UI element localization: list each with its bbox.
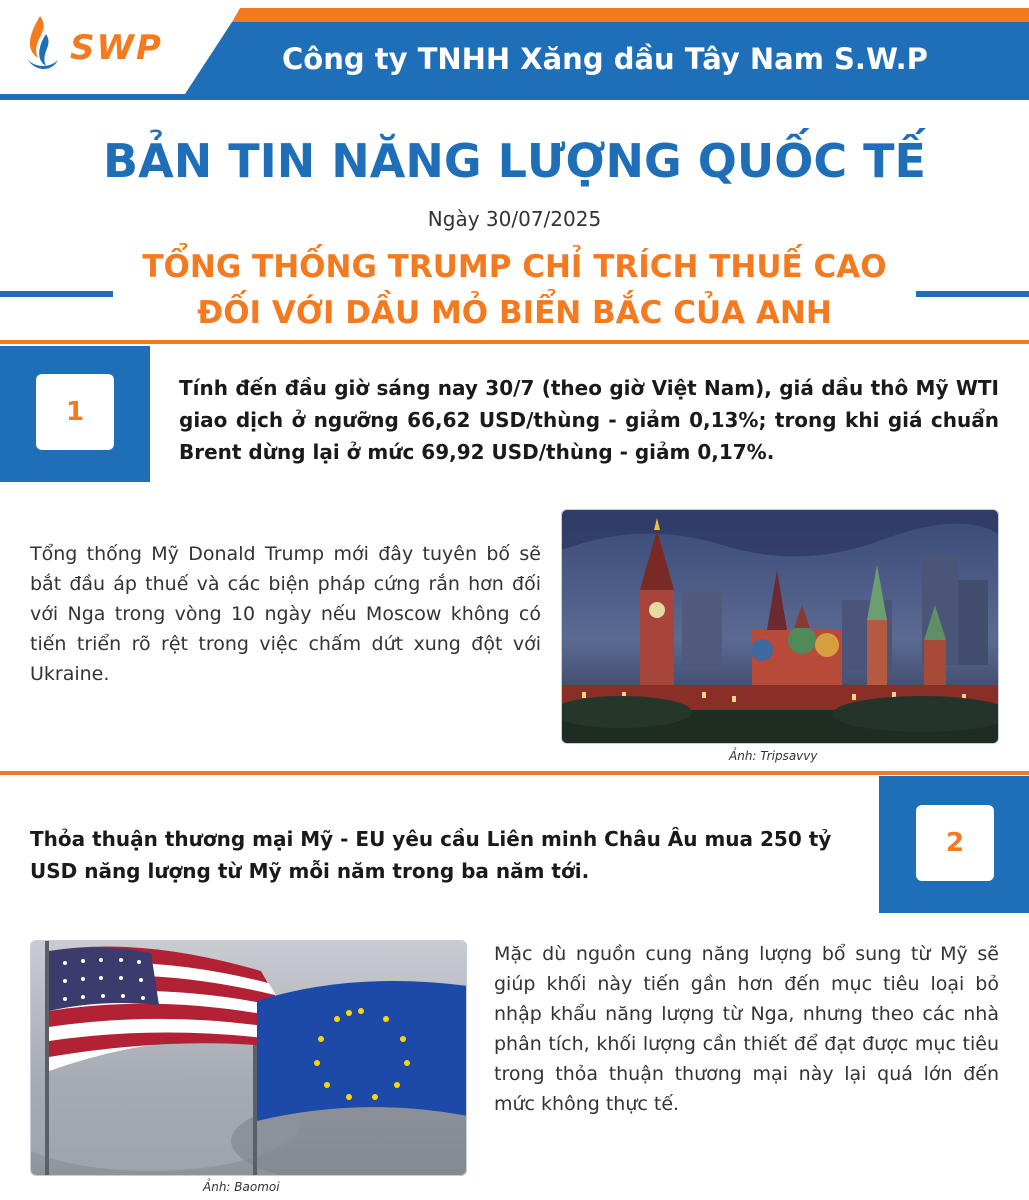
section-1-body: Tổng thống Mỹ Donald Trump mới đây tuyên bố sẽ bắt đầu áp thuế và các biện pháp cứng rắn hơn đối với Nga trong vòng 10 ngày nếu Moscow không có tiến triển rõ rệt trong việc chấm dứt xung đột với Ukraine. (30, 543, 541, 685)
section-2-number: 2 (916, 805, 994, 881)
headline (118, 244, 911, 336)
company-name: Công ty TNHH Xăng dầu Tây Nam S.W.P (282, 42, 928, 76)
flame-icon (22, 14, 62, 74)
headline-line-2: ĐỐI VỚI DẦU MỎ BIỂN BẮC CỦA ANH (197, 295, 832, 331)
logo-text: SWP (70, 28, 163, 68)
divider-orange (0, 340, 1029, 344)
us-eu-flags-photo (30, 940, 467, 1176)
kremlin-photo (561, 509, 999, 744)
section-1-number: 1 (36, 374, 114, 450)
divider-right (916, 291, 1029, 297)
headline-line-1: TỔNG THỐNG TRUMP CHỈ TRÍCH THUẾ CAO (142, 249, 887, 285)
section-2-body: Mặc dù nguồn cung năng lượng bổ sung từ Mỹ sẽ giúp khối này tiến gần hơn đến mục tiêu loại bỏ nhập khẩu năng lượng từ Nga, nhưng theo các nhà phân tích, khối lượng cần thiết để đạt được mục tiêu trong thỏa thuận thương mại này lại quá lớn đến mức không thực tế. (494, 943, 999, 1115)
section-2-lead: Thỏa thuận thương mại Mỹ - EU yêu cầu Liên minh Châu Âu mua 250 tỷ USD năng lượng từ Mỹ mỗi năm trong ba năm tới. (30, 827, 832, 883)
page-header (0, 0, 1029, 100)
issue-date: Ngày 30/07/2025 (427, 207, 602, 231)
section-1-lead: Tính đến đầu giờ sáng nay 30/7 (theo giờ Việt Nam), giá dầu thô Mỹ WTI giao dịch ở ngưỡng 66,62 USD/thùng - giảm 0,13%; trong khi giá chuẩn Brent dừng lại ở mức 69,92 USD/thùng - giảm 0,17%. (179, 376, 999, 464)
swp-logo (22, 14, 202, 74)
divider-left (0, 291, 113, 297)
page-title: BẢN TIN NĂNG LƯỢNG QUỐC TẾ (103, 134, 926, 188)
section-2-caption: Ảnh: Baomoi (203, 1180, 280, 1194)
section-1-caption: Ảnh: Tripsavvy (729, 749, 818, 763)
divider-orange-2 (0, 771, 1029, 775)
